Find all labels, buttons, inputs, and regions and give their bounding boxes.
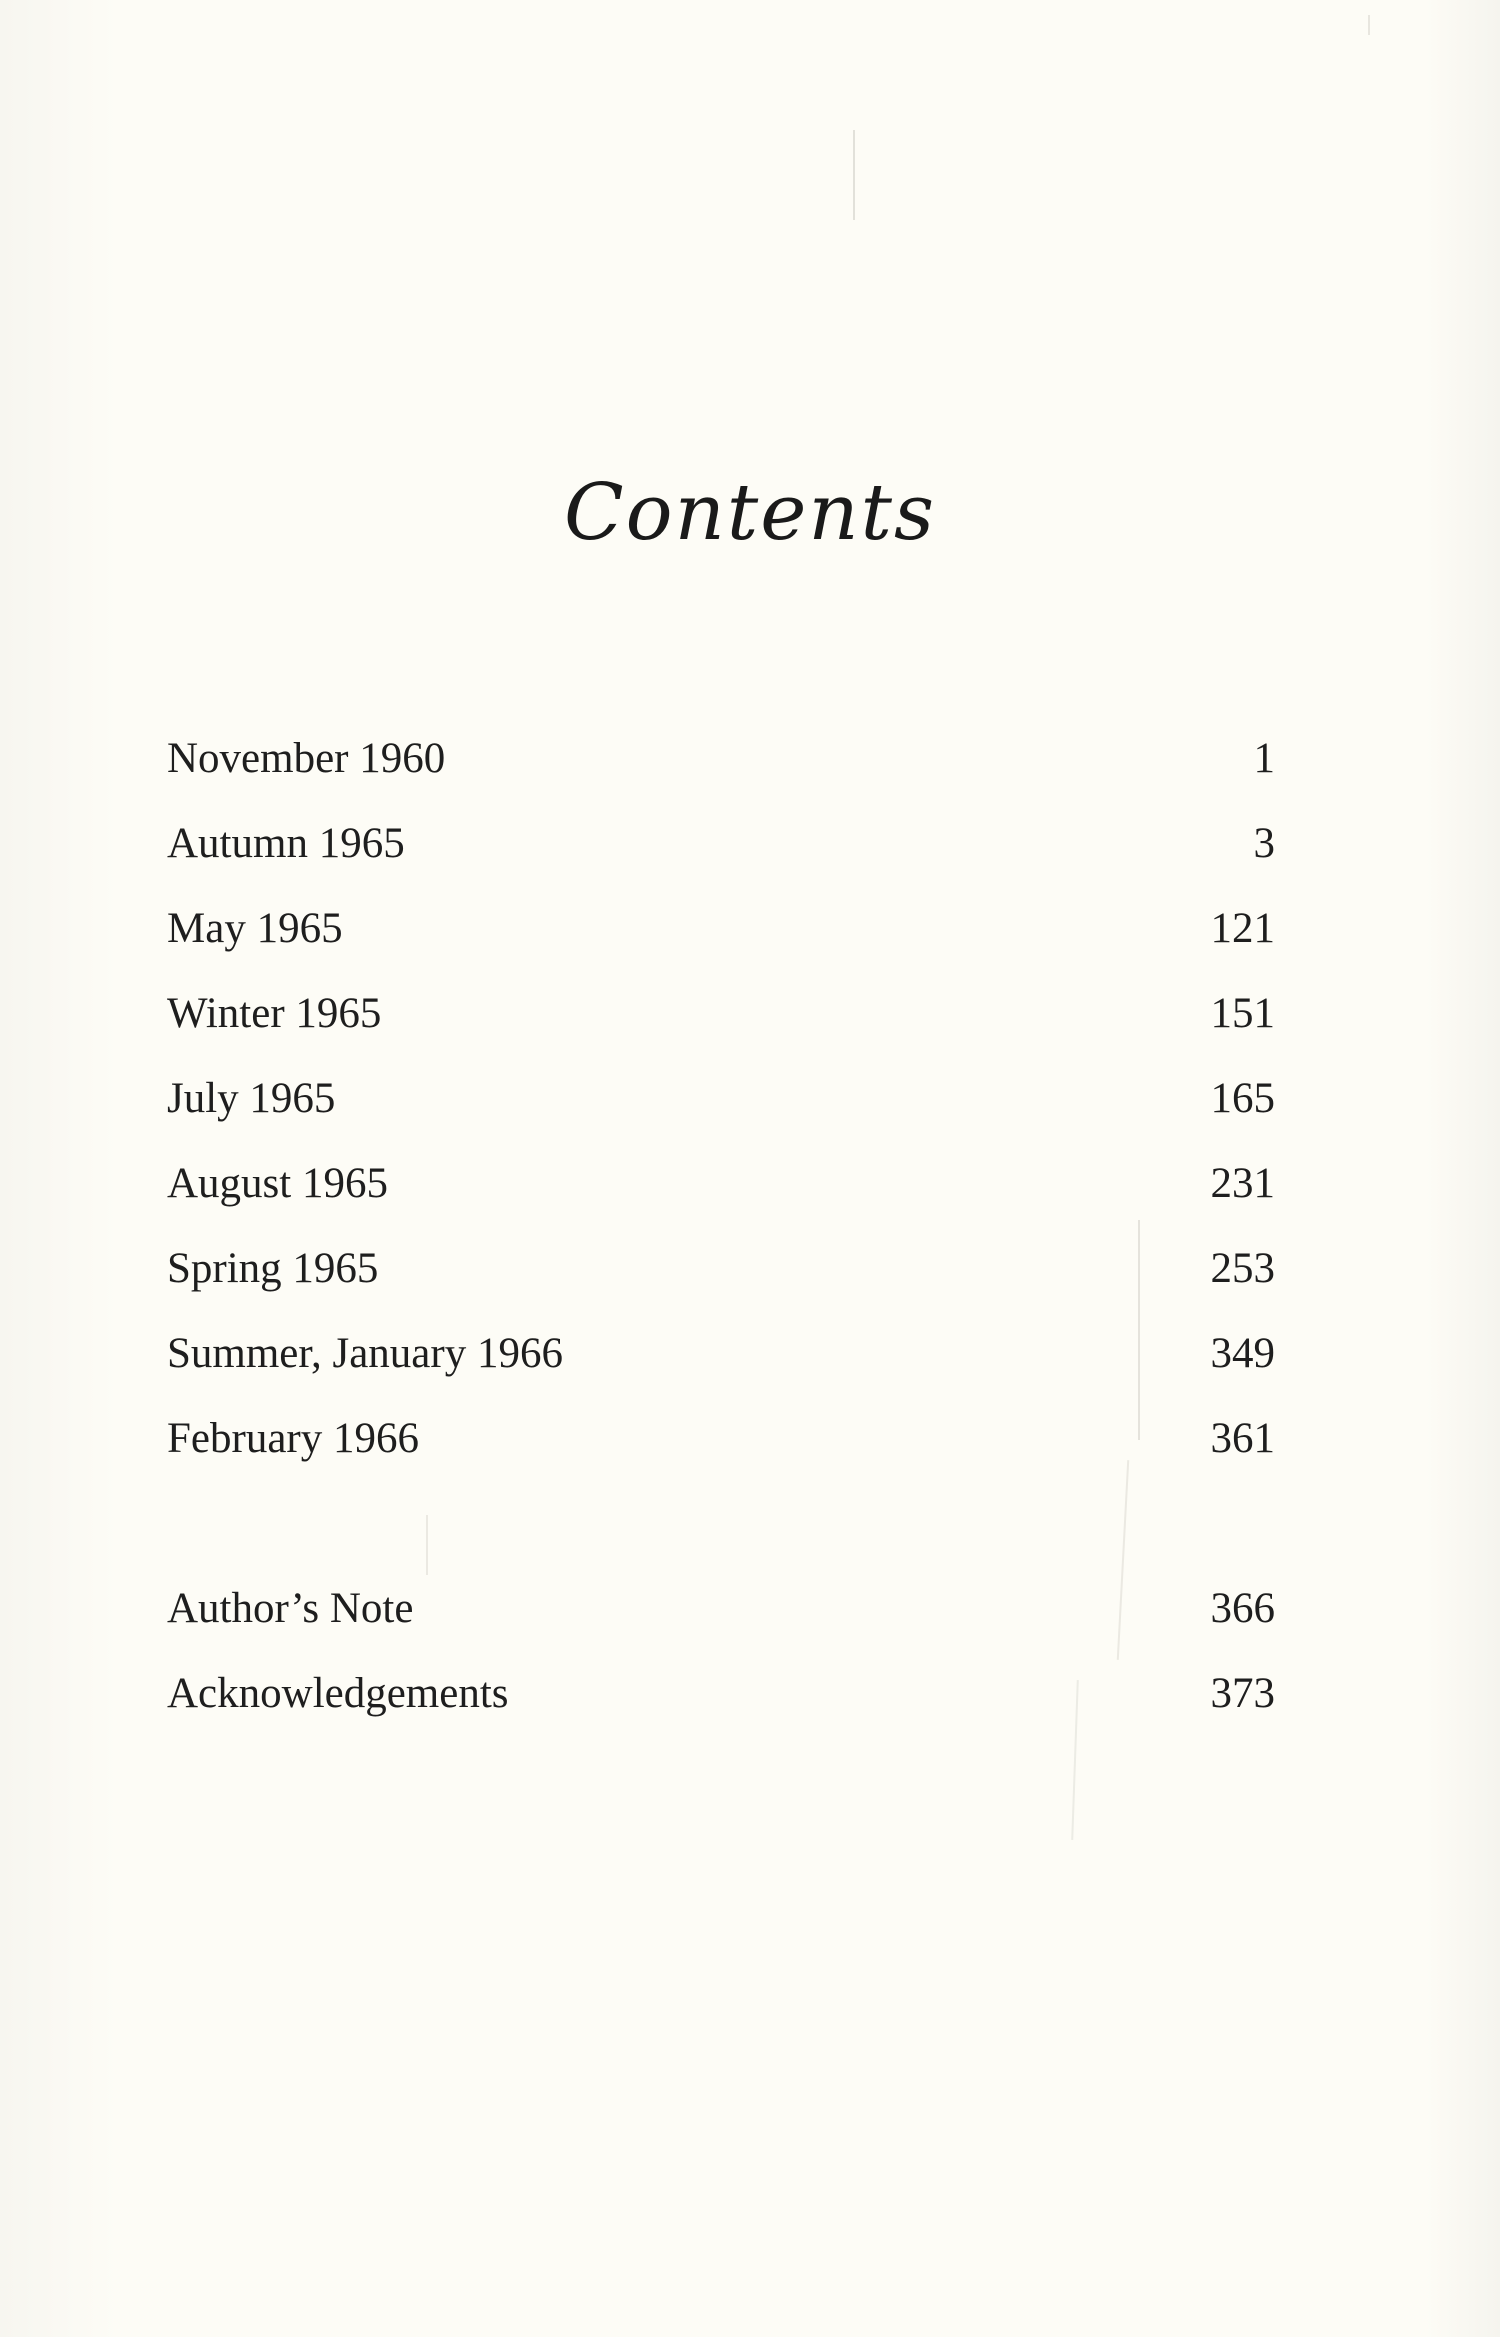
toc-entry[interactable] — [167, 1240, 1275, 1325]
toc-entry-label: Summer, January 1966 — [167, 1330, 563, 1377]
toc-entry[interactable] — [167, 1410, 1275, 1495]
toc-entry[interactable] — [167, 985, 1275, 1070]
toc-entry-page: 1 — [1253, 735, 1275, 782]
toc-entry-page: 231 — [1210, 1160, 1275, 1207]
toc-entry[interactable] — [167, 900, 1275, 985]
toc-entry[interactable] — [167, 1155, 1275, 1240]
toc-entry-label: July 1965 — [167, 1075, 336, 1122]
toc-entry-label: February 1966 — [167, 1415, 419, 1462]
toc-entry-page: 121 — [1210, 905, 1275, 952]
toc-entry[interactable] — [167, 730, 1275, 815]
toc-entry-label: Autumn 1965 — [167, 820, 405, 867]
toc-entry-page: 361 — [1210, 1415, 1275, 1462]
toc-entry[interactable] — [167, 1070, 1275, 1155]
scan-mark — [1368, 15, 1370, 35]
toc-entry-label: Acknowledgements — [167, 1670, 509, 1717]
toc-entry-page: 151 — [1210, 990, 1275, 1037]
toc-entry-page: 253 — [1210, 1245, 1275, 1292]
toc-entry-label: Spring 1965 — [167, 1245, 379, 1292]
toc-entry-page: 165 — [1210, 1075, 1275, 1122]
toc-entry-label: Author’s Note — [167, 1585, 414, 1632]
toc-entry-page: 366 — [1210, 1585, 1275, 1632]
toc-entry-page: 349 — [1210, 1330, 1275, 1377]
toc-entry-page: 373 — [1210, 1670, 1275, 1717]
toc-entry[interactable] — [167, 1580, 1275, 1665]
toc-entry-label: Winter 1965 — [167, 990, 382, 1037]
toc-entry-label: May 1965 — [167, 905, 343, 952]
toc-entry[interactable] — [167, 1665, 1275, 1750]
toc-entry-label: August 1965 — [167, 1160, 388, 1207]
table-of-contents — [167, 730, 1275, 1750]
toc-entry[interactable] — [167, 815, 1275, 900]
toc-entry[interactable] — [167, 1325, 1275, 1410]
toc-entry-page: 3 — [1253, 820, 1275, 867]
page-title: Contents — [564, 468, 936, 558]
toc-entry-label: November 1960 — [167, 735, 446, 782]
toc-section-gap — [167, 1495, 1275, 1580]
scan-mark — [853, 130, 855, 220]
